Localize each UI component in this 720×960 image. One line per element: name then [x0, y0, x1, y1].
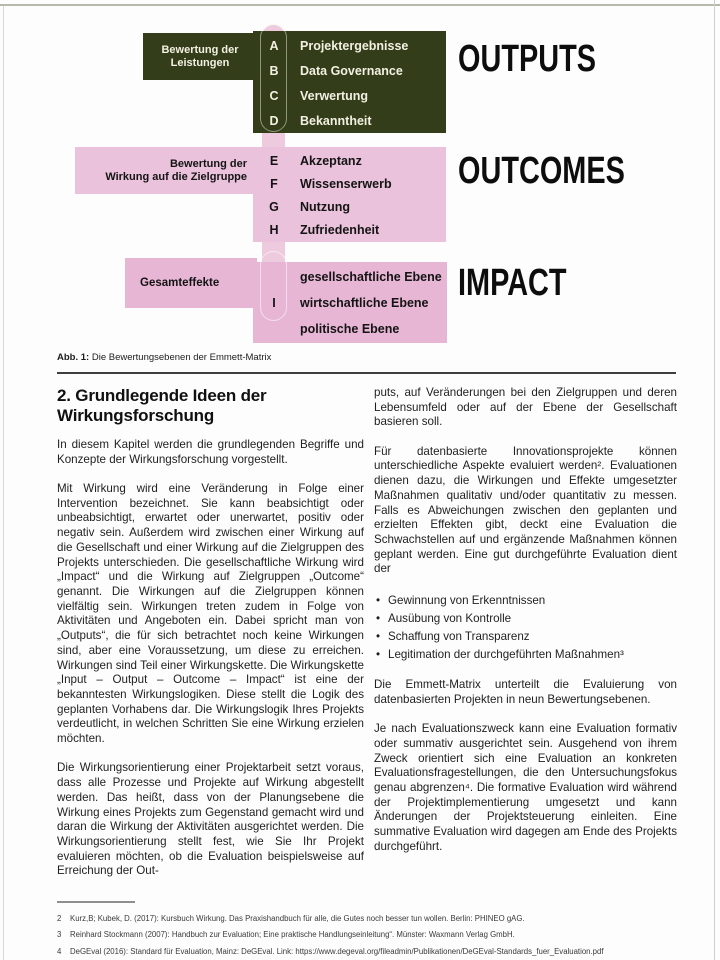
body-paragraph: Je nach Evaluationszweck kann eine Evaluation formativ oder summativ ausgerichtet sein. Ausgehend von ihrem Zweck orientiert sich eine Evaluation an konkreten Evaluationsfragestellungen, die den Untersuchungsfokus genau abgrenzen⁴. Die formative Evaluation wird während der Projektimplementierung umgesetzt und kann Änderungen der Projektsteuerung einleiten. Eine summative Evaluation wird dagegen am Ende des Projekts durchgeführt. — [374, 722, 677, 853]
diagram-row — [253, 108, 446, 133]
diagram-row — [253, 149, 446, 172]
footnote-number: 3 — [57, 930, 62, 940]
figure-caption-text: Die Bewertungsebenen der Emmett-Matrix — [89, 352, 272, 363]
body-paragraph: Für datenbasierte Innovationsprojekte können unterschiedliche Aspekte evaluiert werden². Evaluationen dienen dazu, die Wirkungen und Effekte umgesetzter Maßnahmen qualitativ und/oder quantitativ zu messen. Falls es Abweichungen zwischen den geplanten und erzielten Effekten gibt, deckt eine Evaluation die Schwachstellen auf und ergänzende Maßnahmen können geplant werden. Eine gut durchgeführte Evaluation dient der — [374, 444, 677, 576]
row-item: Verwertung — [300, 88, 369, 103]
diagram-row — [253, 219, 446, 242]
row-letter: I — [272, 296, 276, 310]
bullet-item: • Ausübung von Kontrolle — [374, 610, 677, 628]
row-letter: H — [269, 223, 279, 238]
row-item: wirtschaftliche Ebene — [300, 296, 429, 310]
row-letter: G — [269, 199, 279, 214]
row-item: Nutzung — [300, 199, 350, 214]
figure-caption — [57, 352, 271, 363]
left-column — [57, 386, 364, 894]
scan-top-edge — [0, 4, 720, 6]
row-letter: E — [269, 153, 279, 168]
outputs-rows-box — [253, 31, 446, 133]
section-divider-rule — [57, 372, 676, 374]
row-letter: A — [269, 38, 279, 53]
footnote-text: Reinhard Stockmann (2007): Handbuch zur Evaluation; Eine praktische Handlungseinleitung“. Münster: Waxmann Verlag GmbH. — [70, 930, 515, 940]
row-letter: C — [269, 88, 279, 103]
diagram-row — [253, 58, 446, 83]
row-item: Data Governance — [300, 63, 403, 78]
row-item: Bekanntheit — [300, 113, 372, 128]
right-column — [374, 386, 677, 894]
impact-label: Gesamteffekte — [140, 277, 220, 289]
row-item: Akzeptanz — [300, 153, 362, 168]
impact-label-box — [125, 258, 257, 308]
row-item: gesellschaftliche Ebene — [300, 270, 442, 284]
row-letter: F — [270, 176, 278, 191]
diagram-row — [253, 316, 447, 342]
section-heading: 2. Grundlegende Ideen der Wirkungsforschung — [57, 386, 267, 425]
big-label-outcomes: OUTCOMES — [458, 150, 625, 192]
row-item: Zufriedenheit — [300, 223, 380, 238]
body-paragraph: puts, auf Veränderungen bei den Zielgruppen und deren Lebensumfeld oder auf der Ebene der Gesellschaft basieren soll. — [374, 386, 677, 429]
body-paragraph: Die Emmett-Matrix unterteilt die Evaluierung von datenbasierten Projekten in neun Bewertungsebenen. — [374, 678, 677, 706]
scan-left-edge — [3, 6, 4, 960]
bullet-item: • Gewinnung von Erkenntnissen — [374, 592, 677, 610]
diagram-row — [253, 290, 447, 316]
scan-right-edge — [714, 0, 715, 960]
diagram-row — [253, 33, 446, 58]
row-item: Wissenserwerb — [300, 176, 392, 191]
outcomes-label-line1: Bewertung der — [169, 157, 247, 170]
big-label-impact: IMPACT — [458, 262, 567, 304]
footnote-text: Kurz,B; Kubek, D. (2017): Kursbuch Wirkung. Das Praxishandbuch für alle, die Gutes noch besser tun wollen. Berlin: PHINEO gAG. — [70, 914, 525, 923]
bullet-list — [374, 592, 677, 664]
diagram-row — [253, 172, 446, 195]
outputs-label-box — [143, 33, 257, 80]
outcomes-label-box — [75, 147, 257, 194]
figure-caption-prefix: Abb. 1: — [57, 352, 90, 363]
footnote — [57, 947, 682, 956]
footnote — [57, 930, 682, 939]
row-letter: D — [269, 113, 279, 128]
footnote-block — [57, 901, 682, 960]
footnote-separator-rule — [57, 901, 135, 903]
row-item: politische Ebene — [300, 322, 400, 336]
diagram-row — [253, 264, 447, 290]
body-paragraph: In diesem Kapitel werden die grundlegenden Begriffe und Konzepte der Wirkungsforschung vorgestellt. — [57, 438, 364, 466]
footnote — [57, 914, 682, 923]
article-body — [57, 386, 677, 894]
outputs-label: Bewertung der Leistungen — [161, 43, 239, 69]
body-paragraph: Mit Wirkung wird eine Veränderung in Folge einer Intervention bezeichnet. Sie kann beabsichtigt oder unbeabsichtigt, erwartet oder unerwartet, positiv oder negativ sein. Außerdem wird zwischen einer Wirkung auf die Gesellschaft und einer Wirkung auf die Zielgruppen des Projekts unterschieden. Die gesellschaftliche Wirkung wird „Impact“ und die Wirkung auf Zielgruppen „Outcome“ genannt. Die Wirkungen auf die Zielgruppen können vielfältig sein. Wirkungen treten zudem in Folge von Aktivitäten und Angeboten ein. Dabei spricht man von „Outputs“, die für sich betrachtet noch keine Wirkungen sind, aber eine Voraussetzung, um diese zu erreichen. Wirkungen sind Teil einer Wirkungskette. Die Wirkungskette „Input – Output – Outcome – Impact“ ist eine der bekanntesten Wirkungslogiken. Diese stellt die Logik des geplanten Vorhabens dar. Die Wirkungslogik Ihres Projekts verdeutlicht, in welchen Schritten Sie eine Wirkung erzielen möchten. — [57, 481, 364, 746]
body-paragraph: Die Wirkungsorientierung einer Projektarbeit setzt voraus, dass alle Prozesse und Projekte auf Wirkung abgestellt werden. Das heißt, dass von der Planungsebene die Wirkung eines Projekts zum Gegenstand gemacht wird und daran die Wirkung der Aktivitäten ausgerichtet werden. Die Wirkungsorientierung stellt fest, wie Sie Ihr Projekt evaluieren möchten, ob die Evaluation beispielsweise auf Erreichung der Out- — [57, 761, 364, 878]
bullet-item: • Legitimation der durchgeführten Maßnahmen³ — [374, 646, 677, 664]
big-label-outputs: OUTPUTS — [458, 38, 596, 80]
bullet-item: • Schaffung von Transparenz — [374, 628, 677, 646]
diagram-row — [253, 195, 446, 218]
outcomes-label-line2: Wirkung auf die Zielgruppe — [105, 170, 247, 183]
impact-rows-box — [253, 262, 447, 343]
footnote-text: DeGEval (2016): Standard für Evaluation, Mainz: DeGEval. Link: https://www.degeval.org/fileadmin/Publikationen/DeGEval-Standards_fuer_Evaluation.pdf — [70, 946, 604, 956]
row-letter: B — [269, 63, 279, 78]
footnote-number: 2 — [57, 914, 62, 923]
footnote-number: 4 — [57, 946, 62, 956]
row-item: Projektergebnisse — [300, 38, 409, 53]
outcomes-rows-box — [253, 147, 446, 242]
diagram-row — [253, 83, 446, 108]
